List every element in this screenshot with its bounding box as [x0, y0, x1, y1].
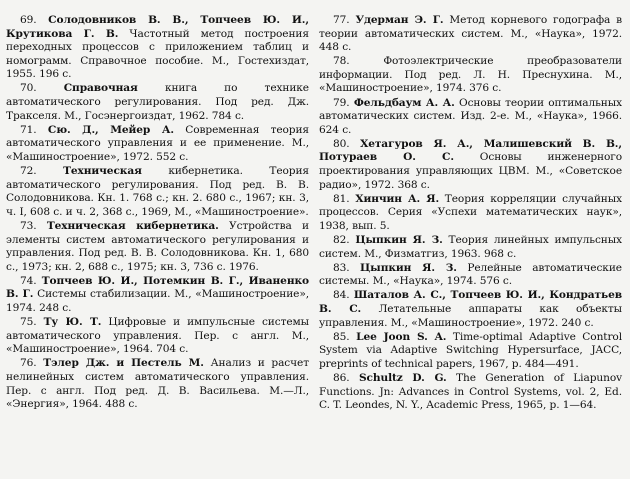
reference-83: 83. Цыпкин Я. З. Релейные автоматические системы. М., «Наука», 1974. 576 с. — [319, 261, 622, 288]
reference-text: Метод корневого годографа в теории автоматических систем. М., «Наука», 1972. 448 с. — [319, 14, 622, 54]
reference-authors: Сю. Д., Мейер А. — [47, 123, 174, 136]
reference-86: 86. Schultz D. G. The Generation of Liapunov Functions. Jn: Advances in Control Systems, vol. 2, Ed. C. T. Leondes, N. Y., Academic Press, 1965, p. 1—64. — [319, 371, 622, 412]
reference-72: 72. Техническая кибернетика. Теория автоматического регулирования. Под ред. В. В. Солодовникова. Кн. 1. 768 с.; кн. 2. 680 с., 1967; кн. 3, ч. I, 608 с. и ч. 2, 368 с., 1969, М., «Машиностроение». — [6, 165, 309, 218]
reference-text: Современная теория автоматического управления и ее применение. М., «Машиностроение», 1972. 552 с. — [6, 123, 309, 163]
reference-authors: Удерман Э. Г. — [355, 14, 444, 26]
reference-81: 81. Хинчин А. Я. Теория корреляции случайных процессов. Серия «Успехи математических наук», 1938, вып. 5. — [319, 192, 622, 232]
reference-authors: Цыпкин Я. З. — [360, 261, 457, 274]
reference-80: 80. Хетагуров Я. А., Малишевский В. В., Потураев О. С. Основы инженерного проектирования управляющих ЦВМ. М., «Советское радио», 1972. 368 с. — [319, 137, 622, 191]
reference-authors: Солодовников В. В., Топчеев Ю. И., Крутикова Г. В. — [6, 14, 309, 40]
reference-77: 77. Удерман Э. Г. Метод корневого годографа в теории автоматических систем. М., «Наука», 1972. 448 с. — [319, 14, 622, 54]
reference-74: 74. Топчеев Ю. И., Потемкин В. Г., Иваненко В. Г. Системы стабилизации. М., «Машиностроение», 1974. 248 с. — [6, 274, 309, 314]
reference-text: Частотный метод построения переходных процессов с приложением таблиц и номограмм. Справочное пособие. М., Гостехиздат, 1955. 196 с. — [6, 27, 309, 81]
reference-authors: Техническая кибернетика. — [46, 219, 219, 232]
reference-authors: Техническая — [63, 165, 142, 178]
reference-authors: Шаталов А. С., Топчеев Ю. И., Кондратьев В. С. — [319, 289, 622, 315]
reference-authors: Schultz D. G. — [358, 371, 447, 384]
reference-text: Устройства и элементы систем автоматического регулирования и управления. Под ред. В. В. Солодовникова. Кн. 1, 680 с., 1973; кн. 2, 688 с., 1975; кн. 3, 736 с. 1976. — [6, 219, 309, 273]
reference-text: Основы инженерного проектирования управляющих ЦВМ. М., «Советское радио», 1972. 368 с. — [319, 151, 622, 191]
reference-71: 71. Сю. Д., Мейер А. Современная теория автоматического управления и ее применение. М., «Машиностроение», 1972. 552 с. — [6, 123, 309, 163]
reference-authors: Цыпкин Я. З. — [355, 234, 443, 246]
reference-text: Теория линейных импульсных систем. М., Физматгиз, 1963. 968 с. — [319, 234, 622, 260]
reference-82: 82. Цыпкин Я. З. Теория линейных импульсных систем. М., Физматгиз, 1963. 968 с. — [319, 234, 622, 260]
reference-76: 76. Тэлер Дж. и Пестель М. Анализ и расчет нелинейных систем автоматического управления. Пер. с англ. Под ред. Д. В. Васильева. М.—Л., «Энергия», 1964. 488 с. — [6, 357, 309, 411]
reference-authors: Тэлер Дж. и Пестель М. — [43, 357, 204, 370]
reference-text: Релейные автоматические системы. М., «Наука», 1974. 576 с. — [319, 261, 622, 288]
reference-authors: Ту Ю. Т. — [43, 316, 102, 329]
reference-69: 69. Солодовников В. В., Топчеев Ю. И., Крутикова Г. В. Частотный метод построения переходных процессов с приложением таблиц и номограмм. Справочное пособие. М., Гостехиздат, 1955. 196 с. — [6, 14, 309, 81]
reference-73: 73. Техническая кибернетика. Устройства и элементы систем автоматического регулирования и управления. Под ред. В. В. Солодовникова. Кн. 1, 680 с., 1973; кн. 2, 688 с., 1975; кн. 3, 736 с. 1976. — [6, 219, 309, 273]
left-column — [6, 14, 309, 479]
reference-78: 78. Фотоэлектрические преобразователи информации. Под ред. Л. Н. Преснухина. М., «Машиностроение», 1974. 376 с. — [319, 55, 622, 95]
reference-authors: Хинчин А. Я. — [355, 192, 440, 205]
reference-authors: Топчеев Ю. И., Потемкин В. Г., Иваненко В. Г. — [6, 274, 309, 301]
reference-authors: Хетагуров Я. А., Малишевский В. В., Потураев О. С. — [319, 137, 622, 164]
reference-text: The Generation of Liapunov Functions. Jn: Advances in Control Systems, vol. 2, Ed. C. T. Leondes, N. Y., Academic Press, 1965, p. 1—64. — [319, 371, 622, 412]
reference-text: Теория корреляции случайных процессов. Серия «Успехи математических наук», 1938, вып. 5. — [319, 192, 622, 232]
reference-75: 75. Ту Ю. Т. Цифровые и импульсные системы автоматического управления. Пер. с англ. М., «Машиностроение», 1964. 704 с. — [6, 316, 309, 356]
reference-text: Летательные аппараты как объекты управления. М., «Машиностроение», 1972. 240 с. — [319, 302, 622, 329]
right-column — [319, 14, 622, 479]
reference-text: кибернетика. Теория автоматического регулирования. Под ред. В. В. Солодовникова. Кн. 1. 768 с.; кн. 2. 680 с., 1967; кн. 3, ч. I, 608 с. и ч. 2, 368 с., 1969, М., «Машиностроение». — [6, 165, 309, 218]
reference-text: Основы теории оптимальных автоматических систем. Изд. 2-е. М., «Наука», 1966. 624 с. — [319, 96, 622, 136]
reference-text: Фотоэлектрические преобразователи информации. Под ред. Л. Н. Преснухина. М., «Машиностроение», 1974. 376 с. — [319, 55, 622, 95]
reference-authors: Фельдбаум А. А. — [353, 96, 455, 109]
reference-text: Time-optimal Adaptive Control System via Adaptive Switching Hypersurface, JACC, preprints of technical papers, 1967, p. 484—491. — [319, 330, 622, 370]
reference-authors: Справочная — [63, 82, 138, 95]
reference-79: 79. Фельдбаум А. А. Основы теории оптимальных автоматических систем. Изд. 2-е. М., «Наука», 1966. 624 с. — [319, 96, 622, 136]
reference-text: Системы стабилизации. М., «Машиностроение», 1974. 248 с. — [6, 288, 309, 314]
reference-85: 85. Lee Joon S. A. Time-optimal Adaptive Control System via Adaptive Switching Hypersurface, JACC, preprints of technical papers, 1967, p. 484—491. — [319, 330, 622, 370]
reference-text: Анализ и расчет нелинейных систем автоматического управления. Пер. с англ. Под ред. Д. В. Васильева. М.—Л., «Энергия», 1964. 488 с. — [6, 357, 309, 411]
reference-text: Цифровые и импульсные системы автоматического управления. Пер. с англ. М., «Машиностроение», 1964. 704 с. — [6, 316, 309, 356]
reference-70: 70. Справочная книга по технике автоматического регулирования. Под ред. Дж. Тракселя. М., Госэнергоиздат, 1962. 784 с. — [6, 82, 309, 122]
reference-text: книга по технике автоматического регулирования. Под ред. Дж. Тракселя. М., Госэнергоиздат, 1962. 784 с. — [6, 82, 309, 122]
reference-authors: Lee Joon S. A. — [356, 330, 447, 343]
reference-84: 84. Шаталов А. С., Топчеев Ю. И., Кондратьев В. С. Летательные аппараты как объекты управления. М., «Машиностроение», 1972. 240 с. — [319, 289, 622, 329]
